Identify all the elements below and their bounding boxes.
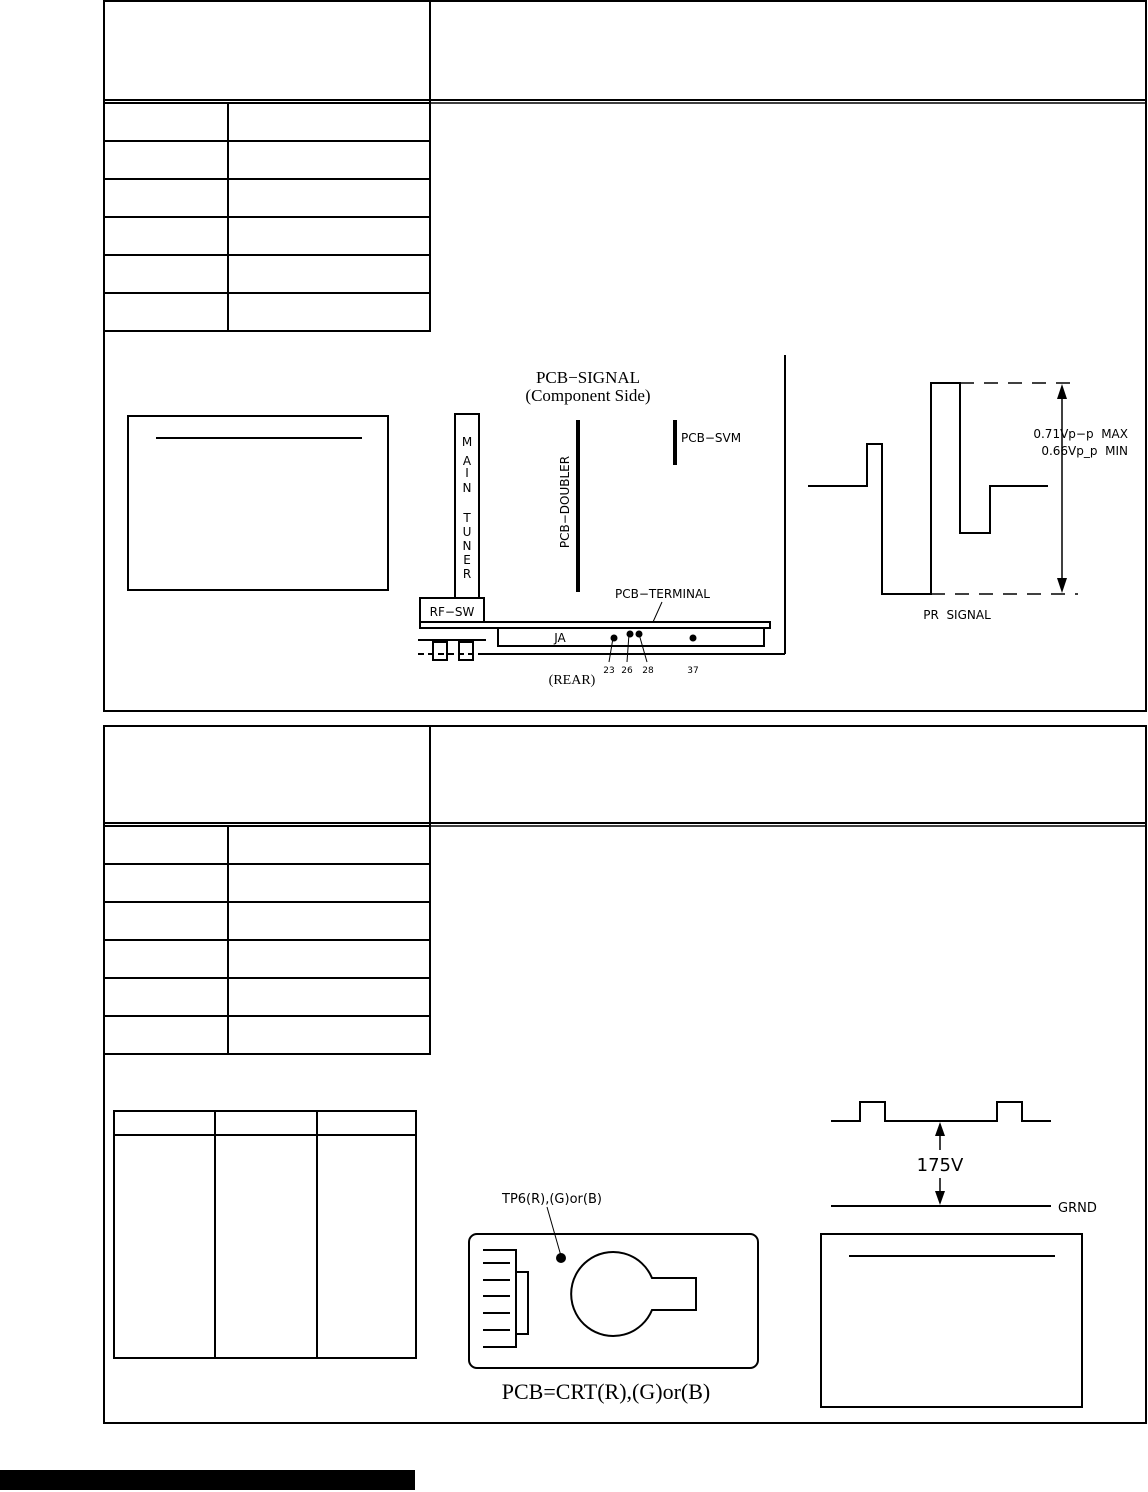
pin-28-dot	[636, 631, 643, 638]
pcb-terminal-label: PCB−TERMINAL	[615, 587, 710, 601]
pr-max-label: 0.71Vp−p MAX	[1033, 427, 1128, 441]
crt-socket	[483, 1250, 528, 1347]
pulse-waveform	[831, 1102, 1051, 1206]
pcb-crt-label: PCB=CRT(R),(G)or(B)	[501, 1379, 711, 1404]
ground-label: GRND	[1058, 1201, 1097, 1216]
section-2-note-box	[821, 1234, 1082, 1407]
pin-37-dot	[690, 635, 697, 642]
rf-sw-label: RF−SW	[429, 605, 475, 619]
pin-23-label: 23	[603, 666, 615, 676]
main-tuner-letter-1: M	[461, 435, 473, 449]
pin-26-dot	[627, 631, 634, 638]
section-2-frame	[104, 726, 1146, 1423]
ja-label: JA	[554, 631, 566, 645]
pulse-arrow-down-icon	[935, 1191, 945, 1205]
pin-26-label: 26	[621, 666, 633, 676]
rear-label: (REAR)	[548, 673, 596, 688]
section-2-grid-table	[114, 1111, 416, 1358]
main-tuner-letter-7: N	[462, 539, 472, 553]
tp6-label: TP6(R),(G)or(B)	[502, 1192, 602, 1207]
section-1-spec-table	[104, 103, 430, 331]
pr-signal-label: PR SIGNAL	[923, 608, 991, 622]
section-1-note-box	[128, 416, 388, 590]
pulse-voltage-label: 175V	[916, 1155, 964, 1176]
rear-jack-right	[459, 642, 473, 660]
pulse-arrow-up-icon	[935, 1122, 945, 1136]
pr-min-label: 0.66Vp_p MIN	[1041, 444, 1128, 458]
pin-23-dot	[611, 635, 618, 642]
main-tuner-letter-3: I	[465, 466, 469, 480]
main-tuner-letter-4: N	[462, 481, 472, 495]
pin-37-label: 37	[687, 666, 699, 676]
main-tuner-letter-9: R	[462, 567, 472, 581]
pcb-crt-diagram	[469, 1207, 758, 1368]
main-tuner-letter-2: A	[462, 454, 472, 468]
pcb-signal-title-2: (Component Side)	[525, 386, 651, 405]
footer-bar	[0, 1470, 415, 1490]
tp6-dot	[556, 1253, 566, 1263]
main-tuner-letter-6: U	[462, 525, 472, 539]
pcb-doubler-label: PCB−DOUBLER	[558, 455, 572, 549]
crt-neck-shape	[571, 1252, 696, 1336]
terminal-leader	[653, 602, 662, 622]
tp6-leader	[547, 1207, 561, 1256]
pcb-signal-title-1: PCB−SIGNAL	[535, 368, 641, 387]
pin-28-label: 28	[642, 666, 654, 676]
pcb-svm-label: PCB−SVM	[681, 431, 742, 445]
pr-arrow-up-icon	[1057, 384, 1067, 399]
pr-arrow-down-icon	[1057, 578, 1067, 593]
rear-jack-left	[433, 642, 447, 660]
section-2-spec-table	[104, 826, 430, 1054]
pr-signal-waveform	[808, 383, 1078, 594]
main-tuner-letter-8: E	[463, 553, 471, 567]
main-tuner-letter-5: T	[463, 511, 471, 525]
section-1-frame	[104, 1, 1146, 711]
